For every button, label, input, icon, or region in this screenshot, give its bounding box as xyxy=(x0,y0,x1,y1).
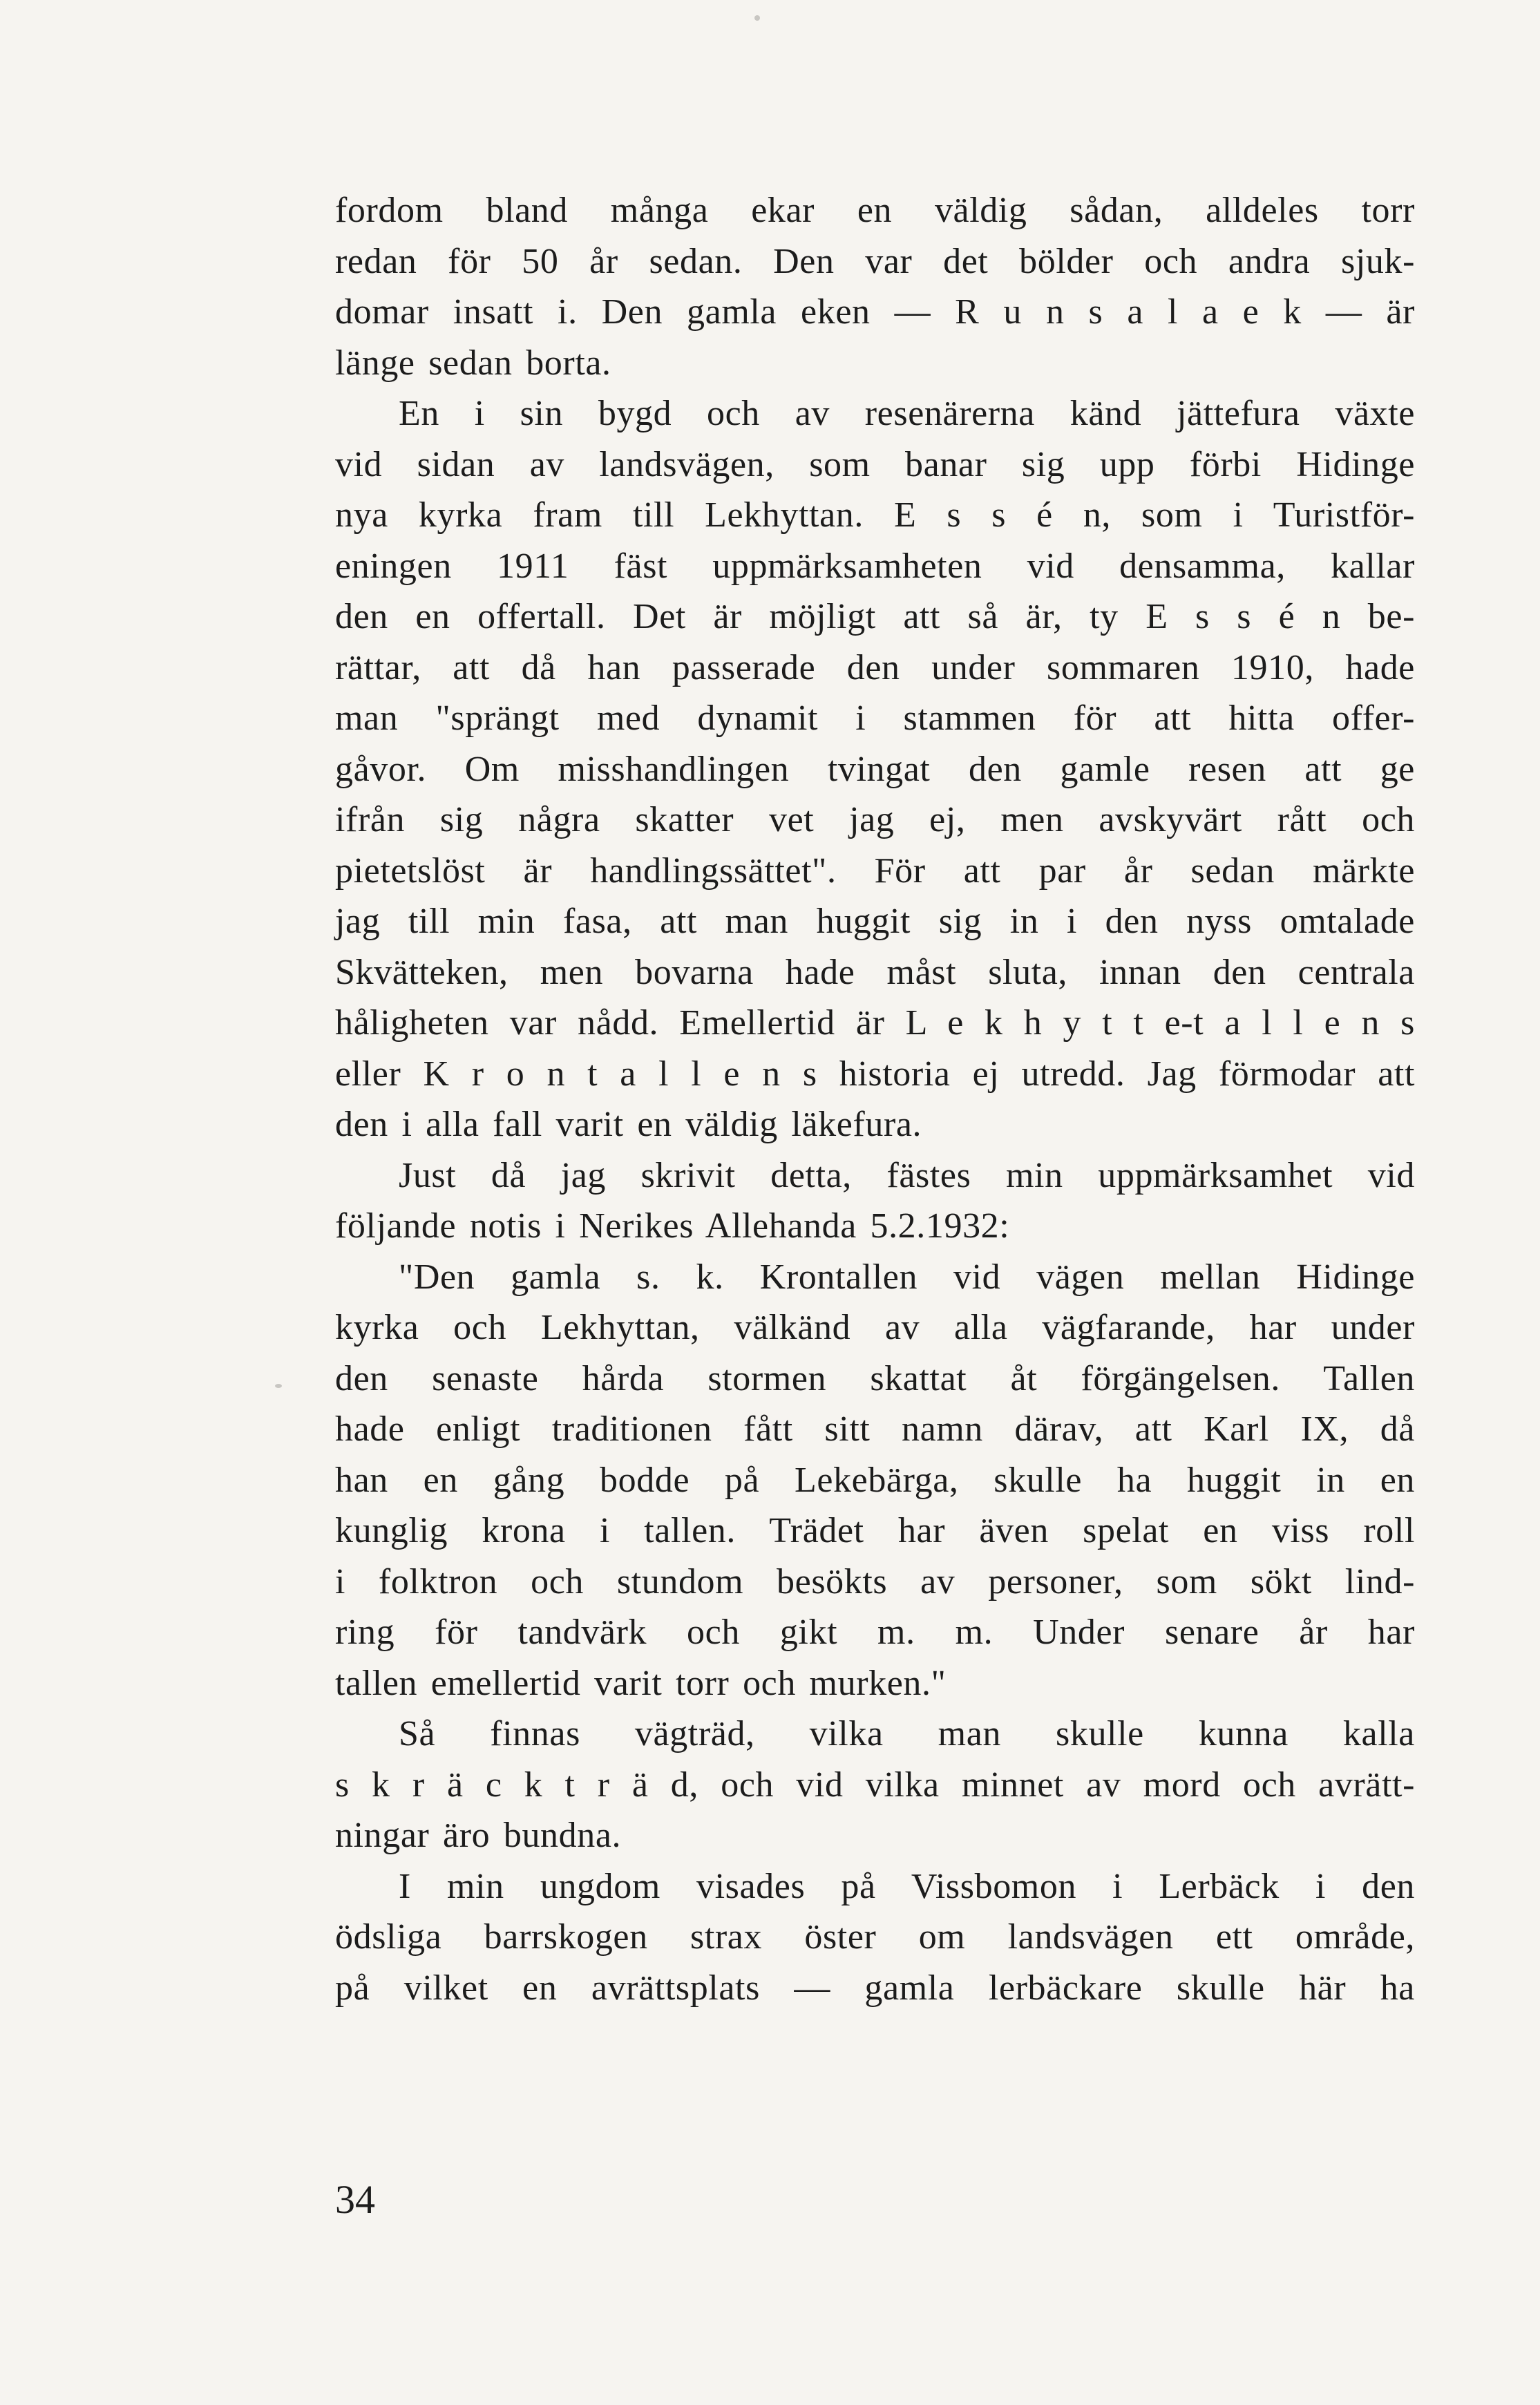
text-line: vid sidan av landsvägen, som banar sig upp förbi Hidinge xyxy=(335,444,1415,484)
text-line: s k r ä c k t r ä d, och vid vilka minnet av mord och avrätt- xyxy=(335,1765,1415,1805)
text-line: hade enligt traditionen fått sitt namn därav, att Karl IX, då xyxy=(335,1409,1415,1449)
page-number: 34 xyxy=(335,2177,375,2222)
text-line: redan för 50 år sedan. Den var det bölder och andra sjuk- xyxy=(335,241,1415,281)
text-line: på vilket en avrättsplats — gamla lerbäckare skulle här ha xyxy=(335,1968,1415,2008)
paragraph-start-line: En i sin bygd och av resenärerna känd jättefura växte xyxy=(399,394,1415,433)
text-line: man "sprängt med dynamit i stammen för att hitta offer- xyxy=(335,698,1415,738)
text-line: kunglig krona i tallen. Trädet har även spelat en viss roll xyxy=(335,1511,1415,1550)
paragraph-start-line: Just då jag skrivit detta, fästes min uppmärksamhet vid xyxy=(399,1155,1415,1195)
text-line: Skvätteken, men bovarna hade måst sluta, innan den centrala xyxy=(335,952,1415,992)
text-line: eningen 1911 fäst uppmärksamheten vid densamma, kallar xyxy=(335,546,1415,586)
text-line: gåvor. Om misshandlingen tvingat den gamle resen att ge xyxy=(335,749,1415,789)
body-text xyxy=(335,185,1415,2013)
text-line: den en offertall. Det är möjligt att så är, ty E s s é n be- xyxy=(335,597,1415,636)
text-line: domar insatt i. Den gamla eken — R u n s a l a e k — är xyxy=(335,292,1415,332)
text-line: länge sedan borta. xyxy=(335,343,611,383)
text-line: rättar, att då han passerade den under sommaren 1910, hade xyxy=(335,647,1415,687)
text-line: ödsliga barrskogen strax öster om landsvägen ett område, xyxy=(335,1917,1415,1957)
paragraph-start-line: Så finnas vägträd, vilka man skulle kunna kalla xyxy=(399,1714,1415,1753)
text-line: den senaste hårda stormen skattat åt förgängelsen. Tallen xyxy=(335,1358,1415,1398)
text-line: pietetslöst är handlingssättet". För att par år sedan märkte xyxy=(335,850,1415,891)
text-line: ring för tandvärk och gikt m. m. Under senare år har xyxy=(335,1613,1415,1652)
quote-start-line: "Den gamla s. k. Krontallen vid vägen mellan Hidinge xyxy=(399,1257,1415,1297)
text-line: den i alla fall varit en väldig läkefura. xyxy=(335,1105,922,1144)
text-line: följande notis i Nerikes Allehanda 5.2.1932: xyxy=(335,1206,1010,1246)
text-line: jag till min fasa, att man huggit sig in i den nyss omtalade xyxy=(335,902,1415,941)
text-line: ningar äro bundna. xyxy=(335,1816,622,1855)
text-line: i folktron och stundom besökts av personer, som sökt lind- xyxy=(335,1561,1415,1601)
paper-speck xyxy=(275,1384,282,1388)
paragraph-start-line: I min ungdom visades på Vissbomon i Lerbäck i den xyxy=(399,1866,1415,1906)
text-line: håligheten var nådd. Emellertid är L e k h y t t e-t a l l e n s xyxy=(335,1003,1415,1043)
text-line: fordom bland många ekar en väldig sådan, alldeles torr xyxy=(335,191,1415,230)
text-line: tallen emellertid varit torr och murken." xyxy=(335,1663,947,1703)
text-line: kyrka och Lekhyttan, välkänd av alla vägfarande, har under xyxy=(335,1308,1415,1347)
text-line: han en gång bodde på Lekebärga, skulle ha huggit in en xyxy=(335,1460,1415,1500)
paper-speck xyxy=(754,15,760,21)
text-line: ifrån sig några skatter vet jag ej, men avskyvärt rått och xyxy=(335,800,1415,839)
text-line: eller K r o n t a l l e n s historia ej utredd. Jag förmodar att xyxy=(335,1054,1415,1094)
text-line: nya kyrka fram till Lekhyttan. E s s é n, som i Turistför- xyxy=(335,495,1415,535)
